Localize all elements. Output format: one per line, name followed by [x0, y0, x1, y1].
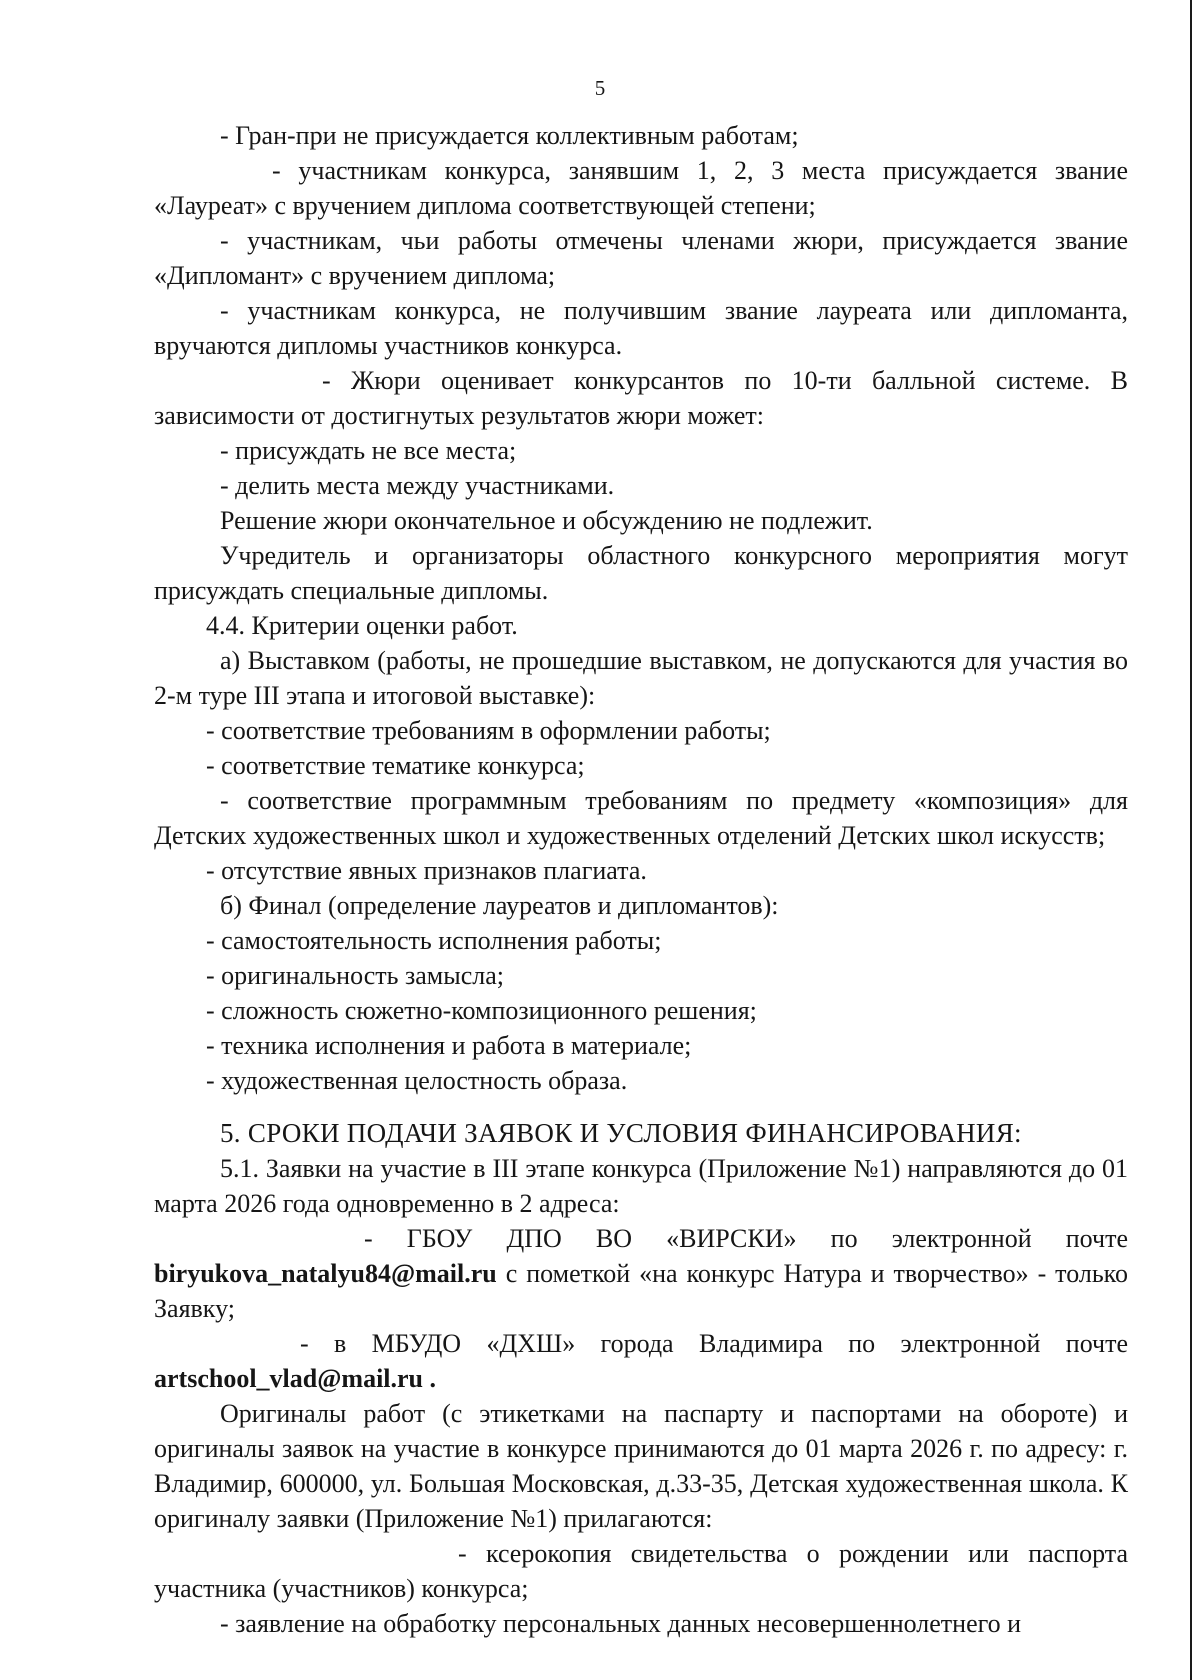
paragraph-exhibition-committee: а) Выставком (работы, не прошедшие выставком, не допускаются для участия во 2-м туре III этапа и итоговой выставке): [154, 646, 1128, 710]
email-link-biryukova[interactable]: biryukova_natalyu84@mail.ru [154, 1259, 497, 1288]
list-item-consent-statement: - заявление на обработку персональных данных несовершеннолетнего и [220, 1609, 1022, 1638]
paragraph-laureate: - участникам конкурса, занявшим 1, 2, 3 места присуждается звание «Лауреат» с вручением диплома соответствующей степени; [154, 156, 1128, 220]
paragraph-address-2 [154, 1326, 1128, 1396]
address-2-lead: - в МБУДО «ДХШ» города Владимира по электронной почте [300, 1329, 1128, 1358]
section-gap [154, 1098, 1128, 1116]
page-edge-line [1190, 0, 1192, 1680]
list-item-design-requirements: - соответствие требованиям в оформлении работы; [206, 716, 771, 745]
paragraph-5-1: 5.1. Заявки на участие в III этапе конкурса (Приложение №1) направляются до 01 марта 2026 года одновременно в 2 адреса: [154, 1154, 1128, 1218]
paragraph-participants: - участникам конкурса, не получившим звание лауреата или дипломанта, вручаются дипломы участников конкурса. [154, 296, 1128, 360]
email-link-artschool[interactable]: artschool_vlad@mail.ru . [154, 1364, 437, 1393]
list-item-plagiarism: - отсутствие явных признаков плагиата. [206, 856, 647, 885]
section-5-title: 5. СРОКИ ПОДАЧИ ЗАЯВОК И УСЛОВИЯ ФИНАНСИРОВАНИЯ: [220, 1118, 1022, 1148]
list-item-technique: - техника исполнения и работа в материале; [206, 1031, 692, 1060]
list-item-theme: - соответствие тематике конкурса; [206, 751, 585, 780]
document-body [154, 118, 1128, 1641]
list-item-complexity: - сложность сюжетно-композиционного решения; [206, 996, 757, 1025]
list-item-not-all-places: - присуждать не все места; [220, 436, 517, 465]
list-item-integrity: - художественная целостность образа. [206, 1066, 628, 1095]
paragraph-jury-final: Решение жюри окончательное и обсуждению не подлежит. [220, 506, 873, 535]
heading-4-4-criteria: 4.4. Критерии оценки работ. [206, 611, 518, 640]
list-item-originality: - оригинальность замысла; [206, 961, 504, 990]
paragraph-final: б) Финал (определение лауреатов и дипломантов): [220, 891, 779, 920]
paragraph-grand-prix: - Гран-при не присуждается коллективным работам; [220, 121, 799, 150]
list-item-program-requirements: - соответствие программным требованиям по предмету «композиция» для Детских художественных школ и художественных отделений Детских школ искусств; [154, 786, 1128, 850]
list-item-independence: - самостоятельность исполнения работы; [206, 926, 662, 955]
paragraph-diplomant: - участникам, чьи работы отмечены членами жюри, присуждается звание «Дипломант» с вручением диплома; [154, 226, 1128, 290]
list-item-share-places: - делить места между участниками. [220, 471, 615, 500]
list-item-birth-certificate: - ксерокопия свидетельства о рождении или паспорта участника (участников) конкурса; [154, 1539, 1128, 1603]
paragraph-special-diplomas: Учредитель и организаторы областного конкурсного мероприятия могут присуждать специальные дипломы. [154, 541, 1128, 605]
page-number: 5 [594, 76, 606, 100]
paragraph-originals: Оригиналы работ (с этикетками на паспарту и паспортами на обороте) и оригиналы заявок на участие в конкурсе принимаются до 01 марта 2026 г. по адресу: г. Владимир, 600000, ул. Большая Московская, д.33-35, Детская художественная школа. К оригиналу заявки (Приложение №1) прилагаются: [154, 1399, 1128, 1533]
paragraph-address-1 [154, 1221, 1128, 1326]
address-1-lead: - ГБОУ ДПО ВО «ВИРСКИ» по электронной почте [364, 1224, 1128, 1253]
paragraph-jury-scoring: - Жюри оценивает конкурсантов по 10-ти балльной системе. В зависимости от достигнутых результатов жюри может: [154, 366, 1128, 430]
address-1-note: с пометкой «на конкурс Натура и творчество» - только Заявку; [154, 1259, 1128, 1323]
